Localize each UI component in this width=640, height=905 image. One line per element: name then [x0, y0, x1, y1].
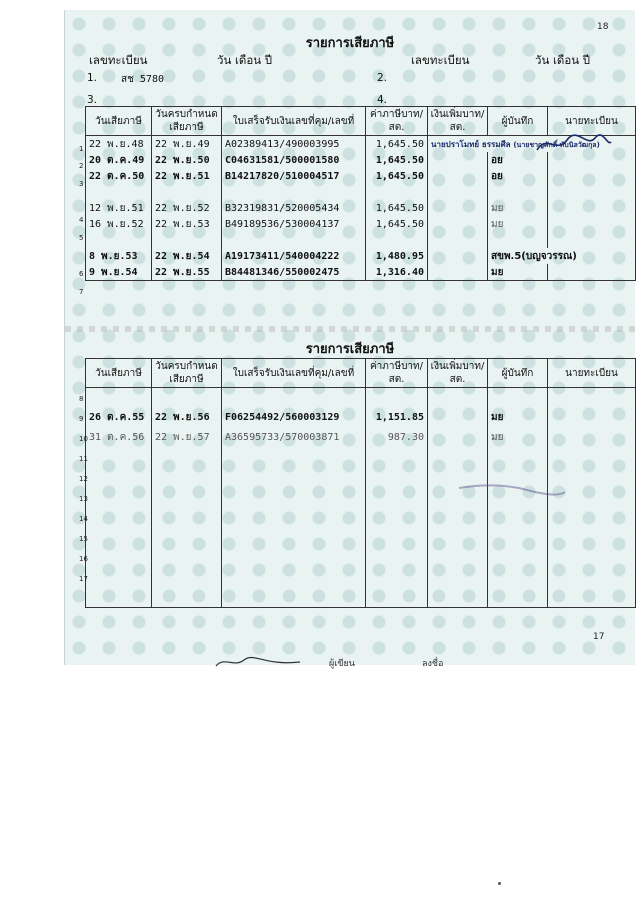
- reg-label-right: เลขทะเบียน: [411, 53, 470, 67]
- row-number: 17: [79, 575, 88, 583]
- empty-cell: [366, 508, 428, 528]
- empty-cell: [222, 528, 366, 548]
- empty-cell: [428, 388, 488, 408]
- due-date: 22 พ.ย.57: [152, 428, 222, 448]
- empty-cell: [366, 568, 428, 608]
- receipt-number: B32319831/520005434: [222, 200, 366, 216]
- empty-cell: [222, 508, 366, 528]
- paid-date: 22 ต.ค.50: [86, 168, 152, 184]
- table-row: [86, 232, 636, 248]
- row-number: 3: [79, 180, 84, 188]
- empty-cell: [428, 548, 488, 568]
- table-row: [86, 168, 636, 184]
- row-number: 1: [79, 145, 84, 153]
- table-row: [86, 248, 636, 264]
- recorder: มย: [488, 408, 548, 428]
- page-number-bottom: 17: [593, 632, 605, 642]
- empty-cell: [152, 548, 222, 568]
- paid-date: 26 ต.ค.55: [86, 408, 152, 428]
- registrar: [548, 428, 636, 448]
- empty-cell: [152, 184, 222, 200]
- due-date: 22 พ.ย.51: [152, 168, 222, 184]
- row-number: 10: [79, 435, 88, 443]
- line-2-number: 2.: [377, 72, 388, 84]
- empty-cell: [366, 184, 428, 200]
- empty-cell: [428, 448, 488, 468]
- empty-cell: [366, 468, 428, 488]
- empty-cell: [152, 388, 222, 408]
- table-row: [86, 264, 636, 281]
- tax-amount: 987.30: [366, 428, 428, 448]
- empty-cell: [152, 468, 222, 488]
- empty-cell: [222, 184, 366, 200]
- recorder: มย: [488, 216, 548, 232]
- empty-cell: [548, 528, 636, 548]
- empty-cell: [548, 548, 636, 568]
- header-registrar: นายทะเบียน: [548, 107, 636, 136]
- empty-cell: [222, 448, 366, 468]
- tax-amount: 1,645.50: [366, 152, 428, 168]
- lower-table-header: [86, 359, 636, 388]
- due-date: 22 พ.ย.52: [152, 200, 222, 216]
- row-number: 4: [79, 216, 84, 224]
- empty-cell: [488, 528, 548, 548]
- extra-amount: [428, 264, 488, 281]
- extra-amount: [428, 152, 488, 168]
- row-number: 2: [79, 162, 84, 170]
- header-extra: เงินเพิ่มบาท/สต.: [428, 107, 488, 136]
- table-row: [86, 216, 636, 232]
- receipt-number: A36595733/570003871: [222, 428, 366, 448]
- empty-cell: [366, 528, 428, 548]
- extra-amount: [428, 408, 488, 428]
- line-1-plate: สช 5780: [121, 74, 164, 85]
- empty-cell: [366, 388, 428, 408]
- registrar: [548, 264, 636, 281]
- due-date: 22 พ.ย.50: [152, 152, 222, 168]
- recorder: อย: [488, 168, 548, 184]
- receipt-number: C04631581/500001580: [222, 152, 366, 168]
- ink-smudge: [457, 480, 567, 498]
- empty-cell: [366, 232, 428, 248]
- registration-book-page: [64, 10, 635, 665]
- row-number: 9: [79, 415, 84, 423]
- extra-amount: [428, 200, 488, 216]
- row-number: 13: [79, 495, 88, 503]
- registrar: [548, 200, 636, 216]
- paid-date: 20 ต.ค.49: [86, 152, 152, 168]
- date-label-right: วัน เดือน ปี: [535, 53, 591, 67]
- due-date: 22 พ.ย.55: [152, 264, 222, 281]
- empty-cell: [548, 184, 636, 200]
- page-number-top: 18: [597, 22, 609, 32]
- table-row: [86, 200, 636, 216]
- due-date: 22 พ.ย.54: [152, 248, 222, 264]
- speck: [498, 882, 501, 885]
- empty-cell: [488, 388, 548, 408]
- header-receipt: ใบเสร็จรับเงินเลขที่คุม/เลขที่: [222, 359, 366, 388]
- header-tax: ค่าภาษีบาท/สต.: [366, 359, 428, 388]
- row-number: 12: [79, 475, 88, 483]
- empty-cell: [152, 232, 222, 248]
- header-due-date: วันครบกำหนดเสียภาษี: [152, 359, 222, 388]
- date-label-left: วัน เดือน ปี: [217, 53, 273, 67]
- line-1-number: 1.: [87, 72, 98, 84]
- empty-cell: [428, 184, 488, 200]
- empty-cell: [86, 488, 152, 508]
- paid-date: 16 พ.ย.52: [86, 216, 152, 232]
- row-number: 14: [79, 515, 88, 523]
- due-date: 22 พ.ย.49: [152, 136, 222, 153]
- empty-cell: [548, 508, 636, 528]
- registrar: [548, 408, 636, 428]
- receipt-number: A19173411/540004222: [222, 248, 366, 264]
- header-recorder: ผู้บันทึก: [488, 107, 548, 136]
- header-extra: เงินเพิ่มบาท/สต.: [428, 359, 488, 388]
- empty-cell: [152, 448, 222, 468]
- empty-cell: [222, 548, 366, 568]
- sign-label: ลงชื่อ: [422, 659, 444, 669]
- empty-cell: [428, 508, 488, 528]
- tax-amount: 1,645.50: [366, 216, 428, 232]
- receipt-number: F06254492/560003129: [222, 408, 366, 428]
- extra-amount: [428, 248, 488, 264]
- extra-amount: [428, 168, 488, 184]
- row-number: 8: [79, 395, 84, 403]
- tax-amount: 1,645.50: [366, 136, 428, 153]
- empty-cell: [548, 448, 636, 468]
- recorder: สขพ.5(บญจวรรณ): [488, 248, 636, 264]
- receipt-number: A02389413/490003995: [222, 136, 366, 153]
- extra-amount: [428, 216, 488, 232]
- empty-cell: [222, 468, 366, 488]
- recorder: มย: [488, 264, 548, 281]
- page-divider: [65, 326, 635, 332]
- table-row: [86, 508, 636, 528]
- empty-cell: [86, 448, 152, 468]
- header-recorder: ผู้บันทึก: [488, 359, 548, 388]
- empty-cell: [488, 232, 548, 248]
- table-row: [86, 408, 636, 428]
- registrar: [548, 216, 636, 232]
- table-row: [86, 448, 636, 468]
- header-paid-date: วันเสียภาษี: [86, 359, 152, 388]
- empty-cell: [548, 232, 636, 248]
- empty-cell: [222, 568, 366, 608]
- table-row: [86, 528, 636, 548]
- registrar: [548, 168, 636, 184]
- header-receipt: ใบเสร็จรับเงินเลขที่คุม/เลขที่: [222, 107, 366, 136]
- header-due-date: วันครบกำหนดเสียภาษี: [152, 107, 222, 136]
- empty-cell: [548, 568, 636, 608]
- empty-cell: [428, 568, 488, 608]
- empty-cell: [366, 448, 428, 468]
- line-3-number: 3.: [87, 94, 98, 106]
- tax-amount: 1,480.95: [366, 248, 428, 264]
- empty-cell: [488, 548, 548, 568]
- paid-date: 9 พ.ย.54: [86, 264, 152, 281]
- empty-cell: [488, 568, 548, 608]
- row-number: 6: [79, 270, 84, 278]
- row-number: 7: [79, 288, 84, 296]
- empty-cell: [366, 548, 428, 568]
- empty-cell: [488, 184, 548, 200]
- empty-cell: [222, 388, 366, 408]
- empty-cell: [152, 488, 222, 508]
- due-date: 22 พ.ย.56: [152, 408, 222, 428]
- table-row: [86, 428, 636, 448]
- recorder: มย: [488, 428, 548, 448]
- paid-date: 12 พ.ย.51: [86, 200, 152, 216]
- empty-cell: [222, 232, 366, 248]
- empty-cell: [86, 388, 152, 408]
- tax-amount: 1,645.50: [366, 200, 428, 216]
- row-number: 15: [79, 535, 88, 543]
- extra-amount: [428, 428, 488, 448]
- paid-date: 31 ต.ค.56: [86, 428, 152, 448]
- empty-cell: [488, 448, 548, 468]
- header-registrar: นายทะเบียน: [548, 359, 636, 388]
- header-tax: ค่าภาษีบาท/สต.: [366, 107, 428, 136]
- reg-label-left: เลขทะเบียน: [89, 53, 148, 67]
- receipt-number: B14217820/510004517: [222, 168, 366, 184]
- row-number: 5: [79, 234, 84, 242]
- due-date: 22 พ.ย.53: [152, 216, 222, 232]
- empty-cell: [548, 388, 636, 408]
- empty-cell: [428, 528, 488, 548]
- receipt-number: B49189536/530004137: [222, 216, 366, 232]
- lower-section-title: รายการเสียภาษี: [305, 342, 395, 357]
- empty-cell: [152, 568, 222, 608]
- signature-scribble: [533, 132, 613, 156]
- empty-cell: [152, 528, 222, 548]
- empty-cell: [366, 488, 428, 508]
- empty-cell: [86, 528, 152, 548]
- empty-cell: [428, 232, 488, 248]
- recorder-signature: นายปราโมทย์ ธรรมศีล: [431, 139, 511, 149]
- line-4-number: 4.: [377, 94, 388, 106]
- recorder: อย: [488, 152, 548, 168]
- empty-cell: [86, 548, 152, 568]
- empty-cell: [86, 508, 152, 528]
- table-row: [86, 184, 636, 200]
- empty-cell: [86, 568, 152, 608]
- row-number: 11: [79, 455, 88, 463]
- empty-cell: [152, 508, 222, 528]
- paid-date: 22 พ.ย.48: [86, 136, 152, 153]
- tax-amount: 1,316.40: [366, 264, 428, 281]
- row-number: 16: [79, 555, 88, 563]
- empty-cell: [222, 488, 366, 508]
- empty-cell: [488, 508, 548, 528]
- writer-label: ผู้เขียน: [329, 659, 355, 669]
- tax-amount: 1,151.85: [366, 408, 428, 428]
- table-row: [86, 388, 636, 408]
- tax-amount: 1,645.50: [366, 168, 428, 184]
- table-row: [86, 568, 636, 608]
- recorder: มย: [488, 200, 548, 216]
- header-paid-date: วันเสียภาษี: [86, 107, 152, 136]
- upper-section-title: รายการเสียภาษี: [305, 36, 395, 51]
- next-page-edge: [64, 650, 634, 672]
- table-row: [86, 548, 636, 568]
- empty-cell: [86, 184, 152, 200]
- empty-cell: [86, 468, 152, 488]
- receipt-number: B84481346/550002475: [222, 264, 366, 281]
- registrar-name: (นายชาญศักดิ์ ทับนิลวัฒกุล): [513, 140, 600, 149]
- empty-cell: [86, 232, 152, 248]
- handwriting-fragment: [214, 654, 304, 670]
- paid-date: 8 พ.ย.53: [86, 248, 152, 264]
